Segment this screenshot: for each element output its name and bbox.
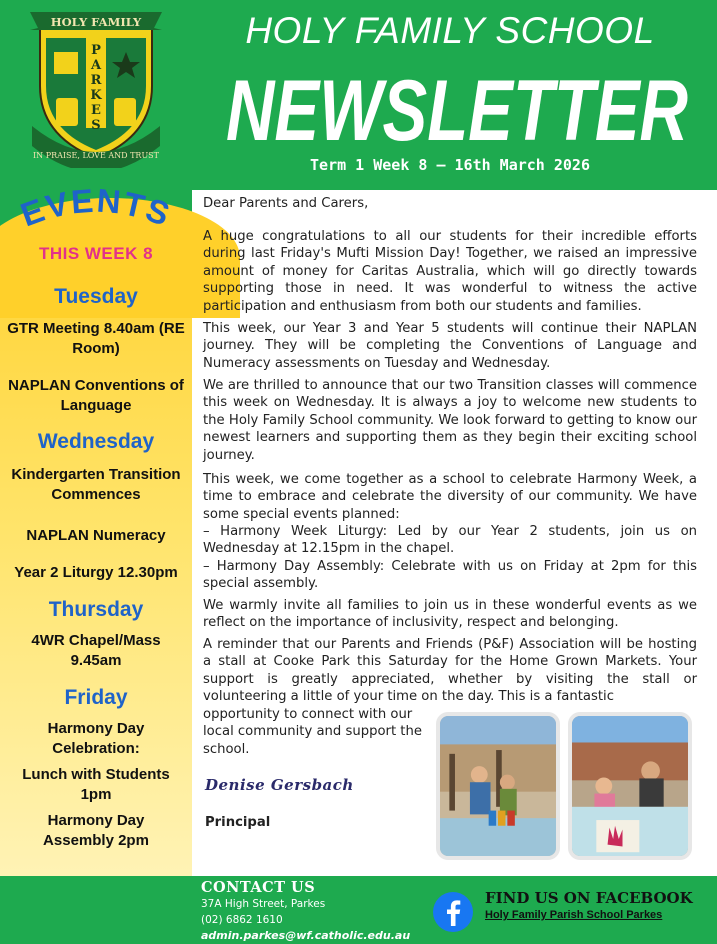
day-thursday: Thursday [48, 598, 144, 621]
newsletter-title-text: NEWSLETTER [226, 63, 688, 148]
event-item: Lunch with Students 1pm [22, 766, 170, 803]
crest-letter: A [90, 58, 102, 73]
crest-motto: IN PRAISE, LOVE AND TRUST [33, 151, 159, 160]
facebook-icon[interactable] [433, 892, 473, 932]
letter-paragraph: We warmly invite all families to join us in these wonderful events as we reflect on the importance of inclusivity, respect and belonging. [203, 598, 697, 631]
letter-bullet: – Harmony Day Assembly: Celebrate with us on Friday at 2pm for this special assembly. [203, 559, 697, 592]
event-item: NAPLAN Conventions of Language [8, 377, 184, 414]
letter-bullet: – Harmony Week Liturgy: Led by our Year 2 students, join us on Wednesday at 12.15pm in the chapel. [203, 524, 697, 557]
event-item: Harmony Day Assembly 2pm [43, 812, 149, 849]
day-friday: Friday [64, 686, 128, 709]
crest-letter: K [90, 88, 102, 103]
market-stall-photo-1 [436, 712, 560, 860]
contact-title: CONTACT US [201, 879, 316, 896]
event-item: Year 2 Liturgy 12.30pm [14, 564, 178, 581]
newsletter-title [222, 48, 692, 148]
contact-address: 37A High Street, Parkes [201, 898, 326, 910]
letter-paragraph: This week, we come together as a school to celebrate Harmony Week, a time to embrace and celebrate the diversity of our community. We have some special events planned: [203, 472, 697, 522]
letter-paragraph: A reminder that our Parents and Friends (P&F) Association will be hosting a stall at Cooke Park this Saturday for the Home Grown Markets. Your support is greatly appreciated, whether by visiting the stall or volunteering a little of your time on the day. This is a fantastic [203, 637, 697, 705]
crest-letter: E [91, 103, 101, 118]
photo-illustration [440, 716, 556, 856]
term-date-line: Term 1 Week 8 – 16th March 2026 [310, 156, 590, 174]
event-item: GTR Meeting 8.40am (RE Room) [7, 320, 185, 357]
market-stall-photo-2 [568, 712, 692, 860]
letter-paragraph: This week, our Year 3 and Year 5 students will continue their NAPLAN journey. They will be completing the Conventions of Language and Numeracy assessments on Tuesday and Wednesday. [203, 321, 697, 371]
event-item: Kindergarten Transition Commences [11, 466, 181, 503]
crest-letter: P [91, 43, 101, 58]
day-tuesday: Tuesday [54, 285, 138, 308]
event-item: NAPLAN Numeracy [26, 527, 166, 544]
letter-paragraph: opportunity to connect with our local community and support the school. [203, 707, 422, 757]
event-item: 4WR Chapel/Mass 9.45am [31, 632, 161, 669]
svg-text:EVENTS [16, 186, 177, 233]
week-label: THIS WEEK 8 [38, 244, 154, 263]
event-item: Harmony Day Celebration: [47, 720, 145, 757]
contact-phone[interactable]: (02) 6862 1610 [201, 914, 283, 926]
principal-role: Principal [205, 815, 271, 830]
crest-banner-text: HOLY FAMILY [50, 15, 142, 29]
crest-letter: S [91, 118, 101, 133]
letter-paragraph: We are thrilled to announce that our two Transition classes will commence this week on Wednesday. It is always a joy to welcome new students to the Holy Family School community. We look forward to getting to know our newest learners and supporting them as they begin their exciting school journey. [203, 378, 697, 463]
events-heading-text: EVENTS [15, 186, 177, 234]
principal-signature: Denise Gersbach [205, 776, 354, 794]
photo-illustration [572, 716, 688, 856]
facebook-page-link[interactable]: Holy Family Parish School Parkes [485, 909, 663, 921]
events-heading [0, 186, 192, 240]
school-crest-logo [30, 8, 162, 168]
facebook-title: FIND US ON FACEBOOK [485, 889, 693, 907]
contact-email[interactable]: admin.parkes@wf.catholic.edu.au [201, 929, 411, 942]
day-wednesday: Wednesday [37, 430, 155, 453]
letter-paragraph: A huge congratulations to all our students for their incredible efforts during last Friday's Mufti Mission Day! Together, we raised an impressive amount of money for Caritas Australia, which will go directly towards supporting those in need. It was wonderful to witness the active participation and enthusiasm from both our students and families. [203, 229, 697, 314]
letter-greeting: Dear Parents and Carers, [203, 196, 369, 211]
school-name: HOLY FAMILY SCHOOL [245, 10, 655, 51]
crest-letter: R [90, 73, 102, 88]
